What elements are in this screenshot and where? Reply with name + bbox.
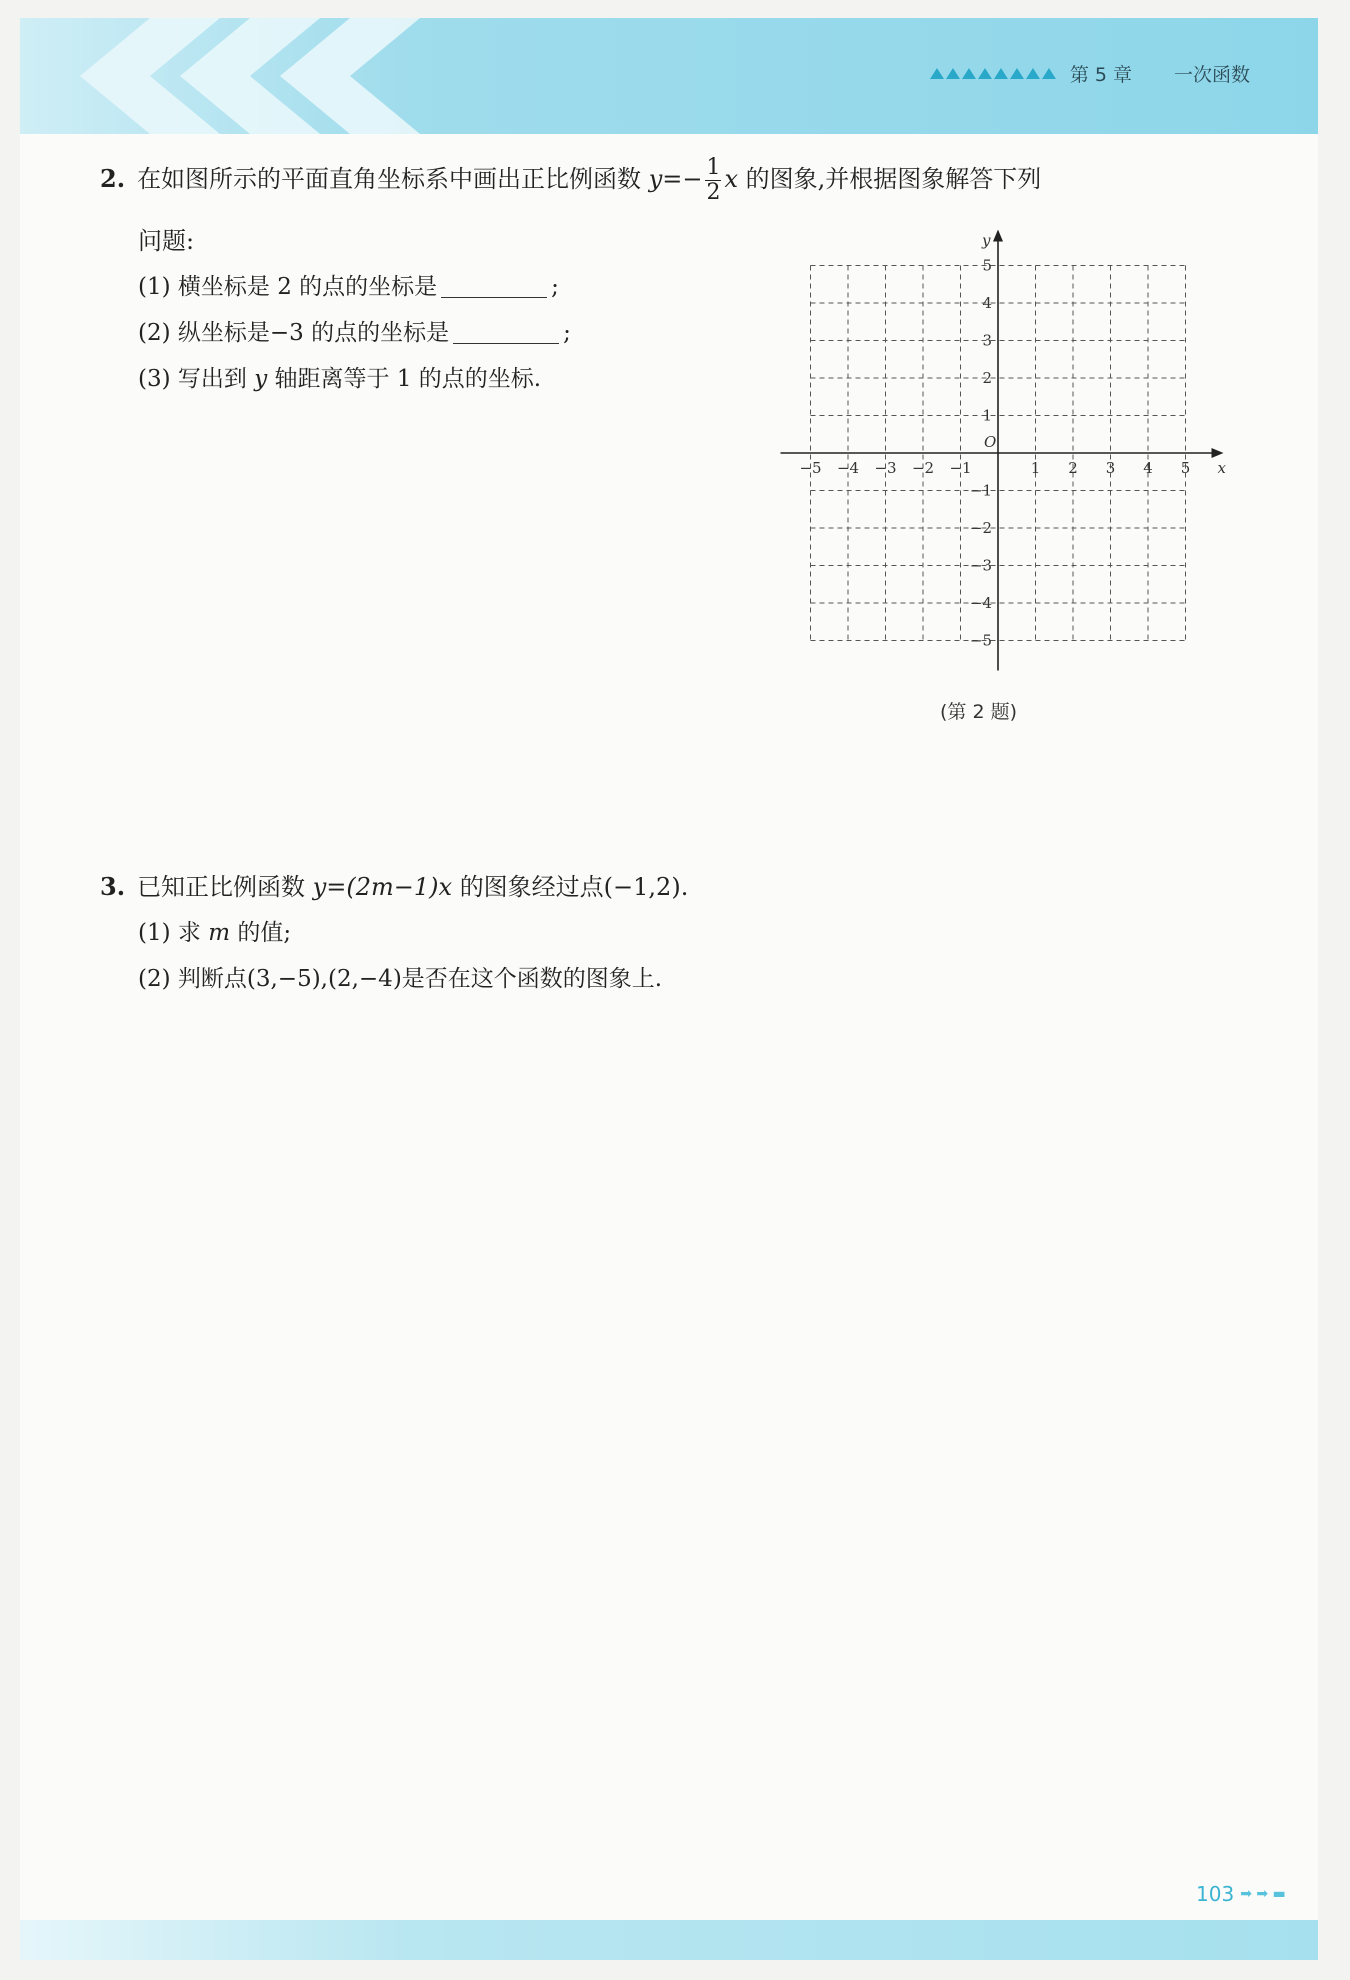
func-lhs: y xyxy=(648,165,663,193)
sub1-suffix: ; xyxy=(551,274,559,300)
sub1-text: (1) 求 xyxy=(138,920,201,946)
x-tick-label: −4 xyxy=(836,459,860,477)
question-2-sub3 xyxy=(138,356,541,402)
x-tick-label: −5 xyxy=(799,459,822,477)
y-tick-label: −2 xyxy=(969,519,992,537)
answer-blank-1[interactable] xyxy=(441,271,547,298)
x-tick-label: −1 xyxy=(949,459,972,477)
question-text: 在如图所示的平面直角坐标系中画出正比例函数 xyxy=(137,165,642,193)
y-tick-label: 2 xyxy=(982,369,992,387)
frac-num: 1 xyxy=(706,155,721,180)
fraction xyxy=(705,156,721,205)
question-2-sub2 xyxy=(138,310,571,356)
question-number: 2. xyxy=(100,164,126,193)
coordinate-grid[interactable] xyxy=(776,230,1236,680)
sub3-text: (3) 写出到 xyxy=(138,366,247,392)
chapter-header xyxy=(930,60,1250,87)
y-tick-label: 4 xyxy=(982,294,992,312)
x-axis-arrow-icon xyxy=(1212,448,1224,458)
page-number xyxy=(1196,1882,1286,1906)
question-text: 的图象经过点(−1,2). xyxy=(459,873,689,901)
x-tick-label: 1 xyxy=(1030,459,1041,477)
x-tick-label: −3 xyxy=(874,459,897,477)
y-tick-label: −5 xyxy=(969,631,992,650)
triangle-decoration-icon xyxy=(930,68,1056,79)
arrow-right-icon: ➡ ➡ ▬ xyxy=(1240,1886,1286,1902)
y-tick-label: 1 xyxy=(982,406,992,425)
y-tick-label: −1 xyxy=(969,481,992,500)
x-tick-label: 4 xyxy=(1143,459,1153,477)
chapter-number: 第 5 章 xyxy=(1069,64,1132,86)
sub1-var: m xyxy=(208,920,231,946)
question-text: 已知正比例函数 xyxy=(137,873,306,901)
question-3-line1 xyxy=(100,864,688,910)
chapter-title: 一次函数 xyxy=(1173,64,1250,86)
question-3-sub1 xyxy=(138,910,291,956)
x-axis-label: x xyxy=(1217,459,1226,477)
origin-label: O xyxy=(984,433,997,451)
func-eq: =− xyxy=(662,165,703,193)
question-number: 3. xyxy=(100,872,126,901)
frac-den: 2 xyxy=(706,180,721,205)
page-number-text: 103 xyxy=(1196,1882,1235,1906)
function-expression: y=(2m−1)x xyxy=(312,873,453,901)
question-text: 的图象,并根据图象解答下列 xyxy=(745,165,1042,193)
question-2-line2: 问题: xyxy=(138,227,195,255)
x-tick-label: 3 xyxy=(1105,459,1116,477)
answer-blank-2[interactable] xyxy=(453,317,559,344)
sub1-text: (1) 横坐标是 2 的点的坐标是 xyxy=(138,274,438,300)
sub3-suffix: 轴距离等于 1 的点的坐标. xyxy=(274,366,542,392)
y-axis-label: y xyxy=(982,231,991,250)
figure-caption: (第 2 题) xyxy=(940,701,1017,723)
y-tick-label: 3 xyxy=(982,331,992,350)
chevron-decoration-icon xyxy=(80,18,440,134)
x-tick-label: 5 xyxy=(1180,459,1191,477)
sub2-suffix: ; xyxy=(563,320,571,346)
footer-band xyxy=(20,1920,1318,1960)
sub3-var: y xyxy=(254,366,268,392)
y-tick-label: −3 xyxy=(969,556,992,575)
sub2-text: (2) 纵坐标是−3 的点的坐标是 xyxy=(138,320,450,346)
x-tick-label: −2 xyxy=(911,459,935,477)
func-var: x xyxy=(724,165,739,193)
question-2-sub1 xyxy=(138,264,559,310)
x-tick-label: 2 xyxy=(1068,459,1078,477)
y-tick-label: 5 xyxy=(982,256,992,275)
question-3-sub2: (2) 判断点(3,−5),(2,−4)是否在这个函数的图象上. xyxy=(138,966,663,992)
sub1-suffix: 的值; xyxy=(237,920,292,946)
question-2-line1 xyxy=(100,156,1041,205)
y-tick-label: −4 xyxy=(969,594,992,612)
y-axis-arrow-icon xyxy=(993,230,1003,242)
